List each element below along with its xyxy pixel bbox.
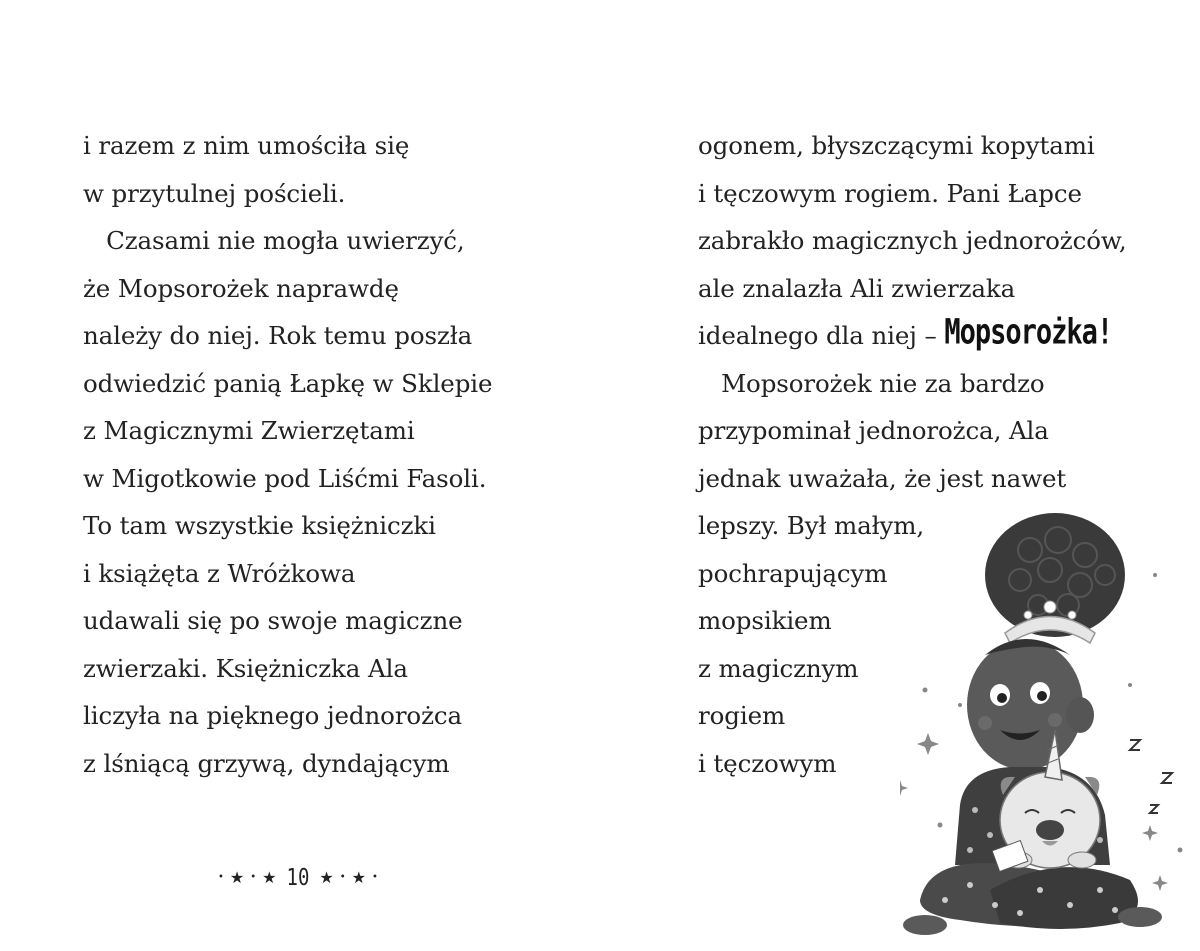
text-line: jednak uważała, że jest nawet bbox=[698, 463, 1067, 493]
dot-ornament-icon: • bbox=[218, 872, 224, 883]
text-line: i książęta z Wróżkowa bbox=[83, 558, 356, 588]
sleep-z-icon bbox=[1130, 740, 1172, 813]
star-ornament-icon: ★ bbox=[351, 868, 366, 887]
text-line-start: idealnego dla niej – bbox=[698, 321, 945, 350]
text-line bbox=[698, 312, 1127, 360]
girl-with-tiara-icon bbox=[903, 513, 1162, 935]
text-line: lepszy. Był małym, bbox=[698, 511, 925, 540]
text-line: odwiedzić panią Łapkę w Sklepie bbox=[83, 368, 493, 398]
text-line: przypominał jednorożca, Ala bbox=[698, 416, 1049, 445]
star-ornament-icon: ★ bbox=[319, 868, 334, 887]
text-line: zabrakło magicznych jednorożców, bbox=[698, 226, 1127, 255]
text-line: mopsikiem bbox=[698, 606, 832, 635]
text-line: To tam wszystkie księżniczki bbox=[83, 511, 436, 540]
text-line: należy do niej. Rok temu poszła bbox=[83, 321, 473, 350]
dot-ornament-icon: • bbox=[339, 872, 346, 883]
text-line: z Magicznymi Zwierzętami bbox=[83, 416, 415, 445]
text-line: z lśniącą grzywą, dyndającym bbox=[83, 748, 450, 778]
dot-ornament-icon: • bbox=[250, 872, 257, 883]
page-number-ornament bbox=[218, 858, 378, 898]
text-line: ogonem, błyszczącymi kopytami bbox=[698, 131, 1095, 160]
illustration bbox=[900, 505, 1200, 947]
highlighted-word: Mopsorożka! bbox=[944, 312, 1113, 353]
text-line: że Mopsorożek naprawdę bbox=[83, 273, 399, 303]
text-line: i tęczowym bbox=[698, 748, 837, 778]
text-line: Mopsorożek nie za bardzo bbox=[698, 368, 1045, 398]
text-line: ale znalazła Ali zwierzaka bbox=[698, 273, 1016, 303]
star-ornament-icon: ★ bbox=[262, 868, 277, 887]
text-line: Czasami nie mogła uwierzyć, bbox=[83, 226, 465, 255]
text-line: udawali się po swoje magiczne bbox=[83, 606, 463, 635]
text-line: liczyła na pięknego jednorożca bbox=[83, 701, 463, 730]
page-number: 10 bbox=[286, 864, 310, 892]
left-text-column bbox=[83, 122, 492, 787]
text-line: i razem z nim umościła się bbox=[83, 131, 410, 160]
girl-with-pug-illustration bbox=[900, 505, 1200, 947]
text-line: zwierzaki. Księżniczka Ala bbox=[83, 653, 408, 683]
text-line: i tęczowym rogiem. Pani Łapce bbox=[698, 178, 1082, 208]
text-line: w przytulnej pościeli. bbox=[83, 178, 346, 208]
text-line: rogiem bbox=[698, 701, 786, 730]
text-line: z magicznym bbox=[698, 653, 859, 683]
dot-ornament-icon: • bbox=[371, 872, 378, 883]
text-line: pochrapującym bbox=[698, 558, 888, 588]
text-line: w Migotkowie pod Liśćmi Fasoli. bbox=[83, 463, 487, 493]
left-page bbox=[0, 0, 600, 947]
star-ornament-icon: ★ bbox=[229, 868, 245, 887]
